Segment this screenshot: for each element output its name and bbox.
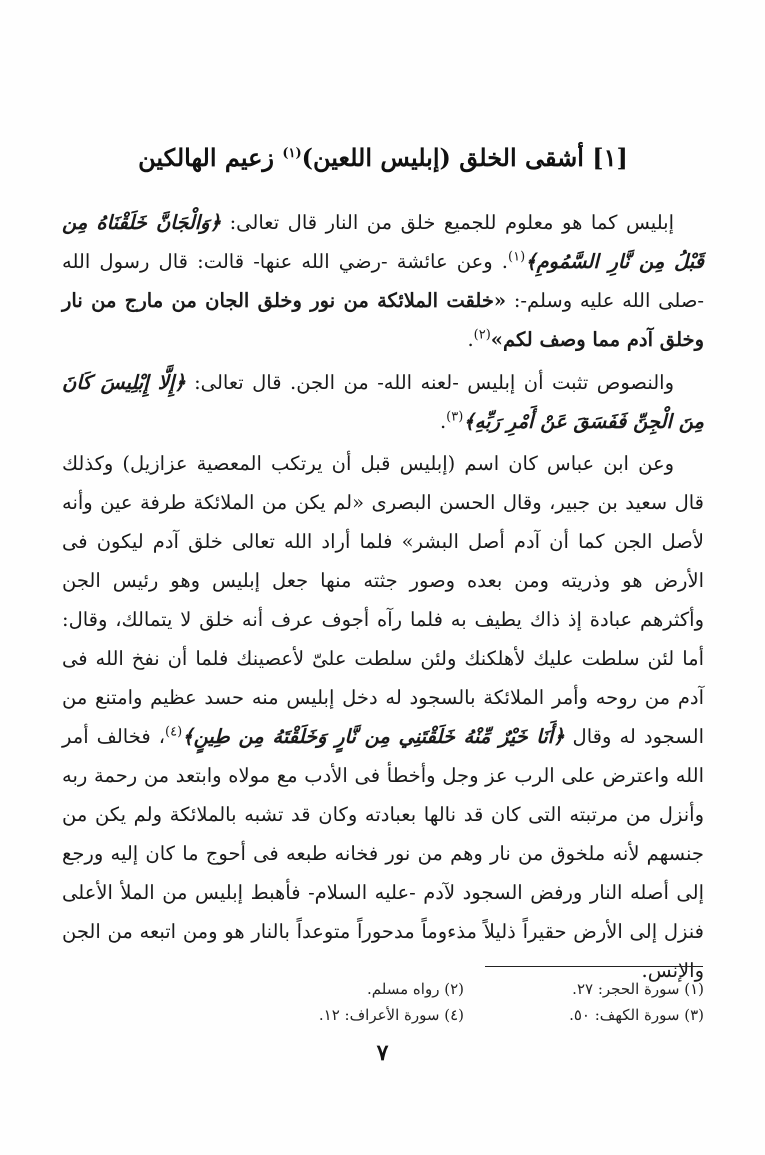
footnote-divider — [485, 966, 703, 967]
paragraph-text-part: ، فخالف أمر الله واعترض على الرب عز وجل وأخطأ فى الأدب مع مولاه وابتعد من رحمة ربه وأنزل من مرتبته التى كان قد نالها بعبادته وكان قد تشبه بالملائكة ولم يكن من جنسهم لأنه ملخوق من نار وهم من نور فخانه طبعه فى أحوج ما كان إليه ورجع إلى أصله النار ورفض السجود لآدم -عليه السلام- فأهبط إبليس من الملأ الأعلى فنزل إلى الأرض حقيراً ذليلاً مذءوماً مدحوراً متوعداً بالنار هو ومن اتبعه من الجن والإنس. — [62, 725, 704, 982]
quran-verse: ﴿إِلَّا إِبْلِيسَ كَانَ مِنَ الْجِنِّ فَفَسَقَ عَنْ أَمْرِ رَبِّهِ﴾ — [62, 371, 704, 433]
paragraph-3 — [62, 444, 704, 1000]
paragraph-2 — [62, 363, 704, 451]
quran-verse: ﴿وَالْجَانَّ خَلَقْنَاهُ مِن قَبْلُ مِن نَّارِ السَّمُومِ﴾ — [62, 211, 704, 273]
hadith-quote: «خلقت الملائكة من نور وخلق الجان من مارج من نار وخلق آدم مما وصف لكم» — [62, 289, 704, 351]
footnote-ref: (١) — [508, 249, 526, 265]
paragraph-1 — [62, 203, 704, 369]
footnote-item: (٢) رواه مسلم. — [367, 980, 464, 998]
section-number: [١] — [592, 143, 628, 172]
footnotes — [130, 976, 704, 1028]
paragraph-text — [62, 444, 704, 990]
paragraph-text-part: . — [439, 410, 447, 433]
footnote-ref: (٣) — [446, 409, 464, 425]
footnote-ref: (٢) — [473, 327, 491, 343]
paragraph-text — [62, 203, 704, 359]
title-suffix: زعيم الهالكين — [138, 143, 274, 172]
footnote-row — [130, 1002, 704, 1028]
footnote-item: (٤) سورة الأعراف: ١٢. — [318, 1006, 464, 1024]
page-number: ٧ — [376, 1040, 389, 1066]
footnote-item: (١) سورة الحجر: ٢٧. — [572, 980, 704, 998]
title-text: أشقى الخلق (إبليس اللعين) — [301, 143, 584, 172]
quran-verse: ﴿أَنَا خَيْرٌ مِّنْهُ خَلَقْتَنِي مِن نَّارٍ وَخَلَقْتَهُ مِن طِينٍ﴾ — [182, 725, 565, 748]
paragraph-text-part: والنصوص تثبت أن إبليس -لعنه الله- من الجن. قال تعالى: — [185, 371, 674, 394]
footnote-ref: (٤) — [165, 724, 183, 740]
footnote-ref: (١) — [282, 146, 302, 161]
paragraph-text — [62, 363, 704, 441]
paragraph-text-part: . وعن عائشة -رضي الله عنها- قالت: قال رسول الله -صلى الله عليه وسلم-: — [62, 250, 704, 312]
footnote-item: (٣) سورة الكهف: ٥٠. — [569, 1006, 704, 1024]
paragraph-text-part: وعن ابن عباس كان اسم (إبليس قبل أن يرتكب المعصية عزازيل) وكذلك قال سعيد بن جبير، وقال الحسن البصرى «لم يكن من الملائكة طرفة عين وأنه لأصل الجن كما أن آدم أصل البشر» فلما أراد الله تعالى خلق آدم ليكون فى الأرض هو وذريته ومن بعده وصور جثته منها جعل إبليس وهو رئيس الجن وأكثرهم عبادة إذ ذاك يطيف به فلما رآه أجوف عرف أنه خلق لا يتمالك، وقال: أما لئن سلطت عليك لأهلكنك ولئن سلطت علىّ لأعصينك فلما أن نفخ الله فى آدم من روحه وأمر الملائكة بالسجود له دخل إبليس منه حسد عظيم وامتنع من السجود له وقال — [62, 452, 704, 748]
page-title — [62, 143, 704, 172]
footnote-row — [130, 976, 704, 1002]
paragraph-text-part: إبليس كما هو معلوم للجميع خلق من النار قال تعالى: — [221, 211, 674, 234]
paragraph-text-part: . — [467, 328, 474, 351]
